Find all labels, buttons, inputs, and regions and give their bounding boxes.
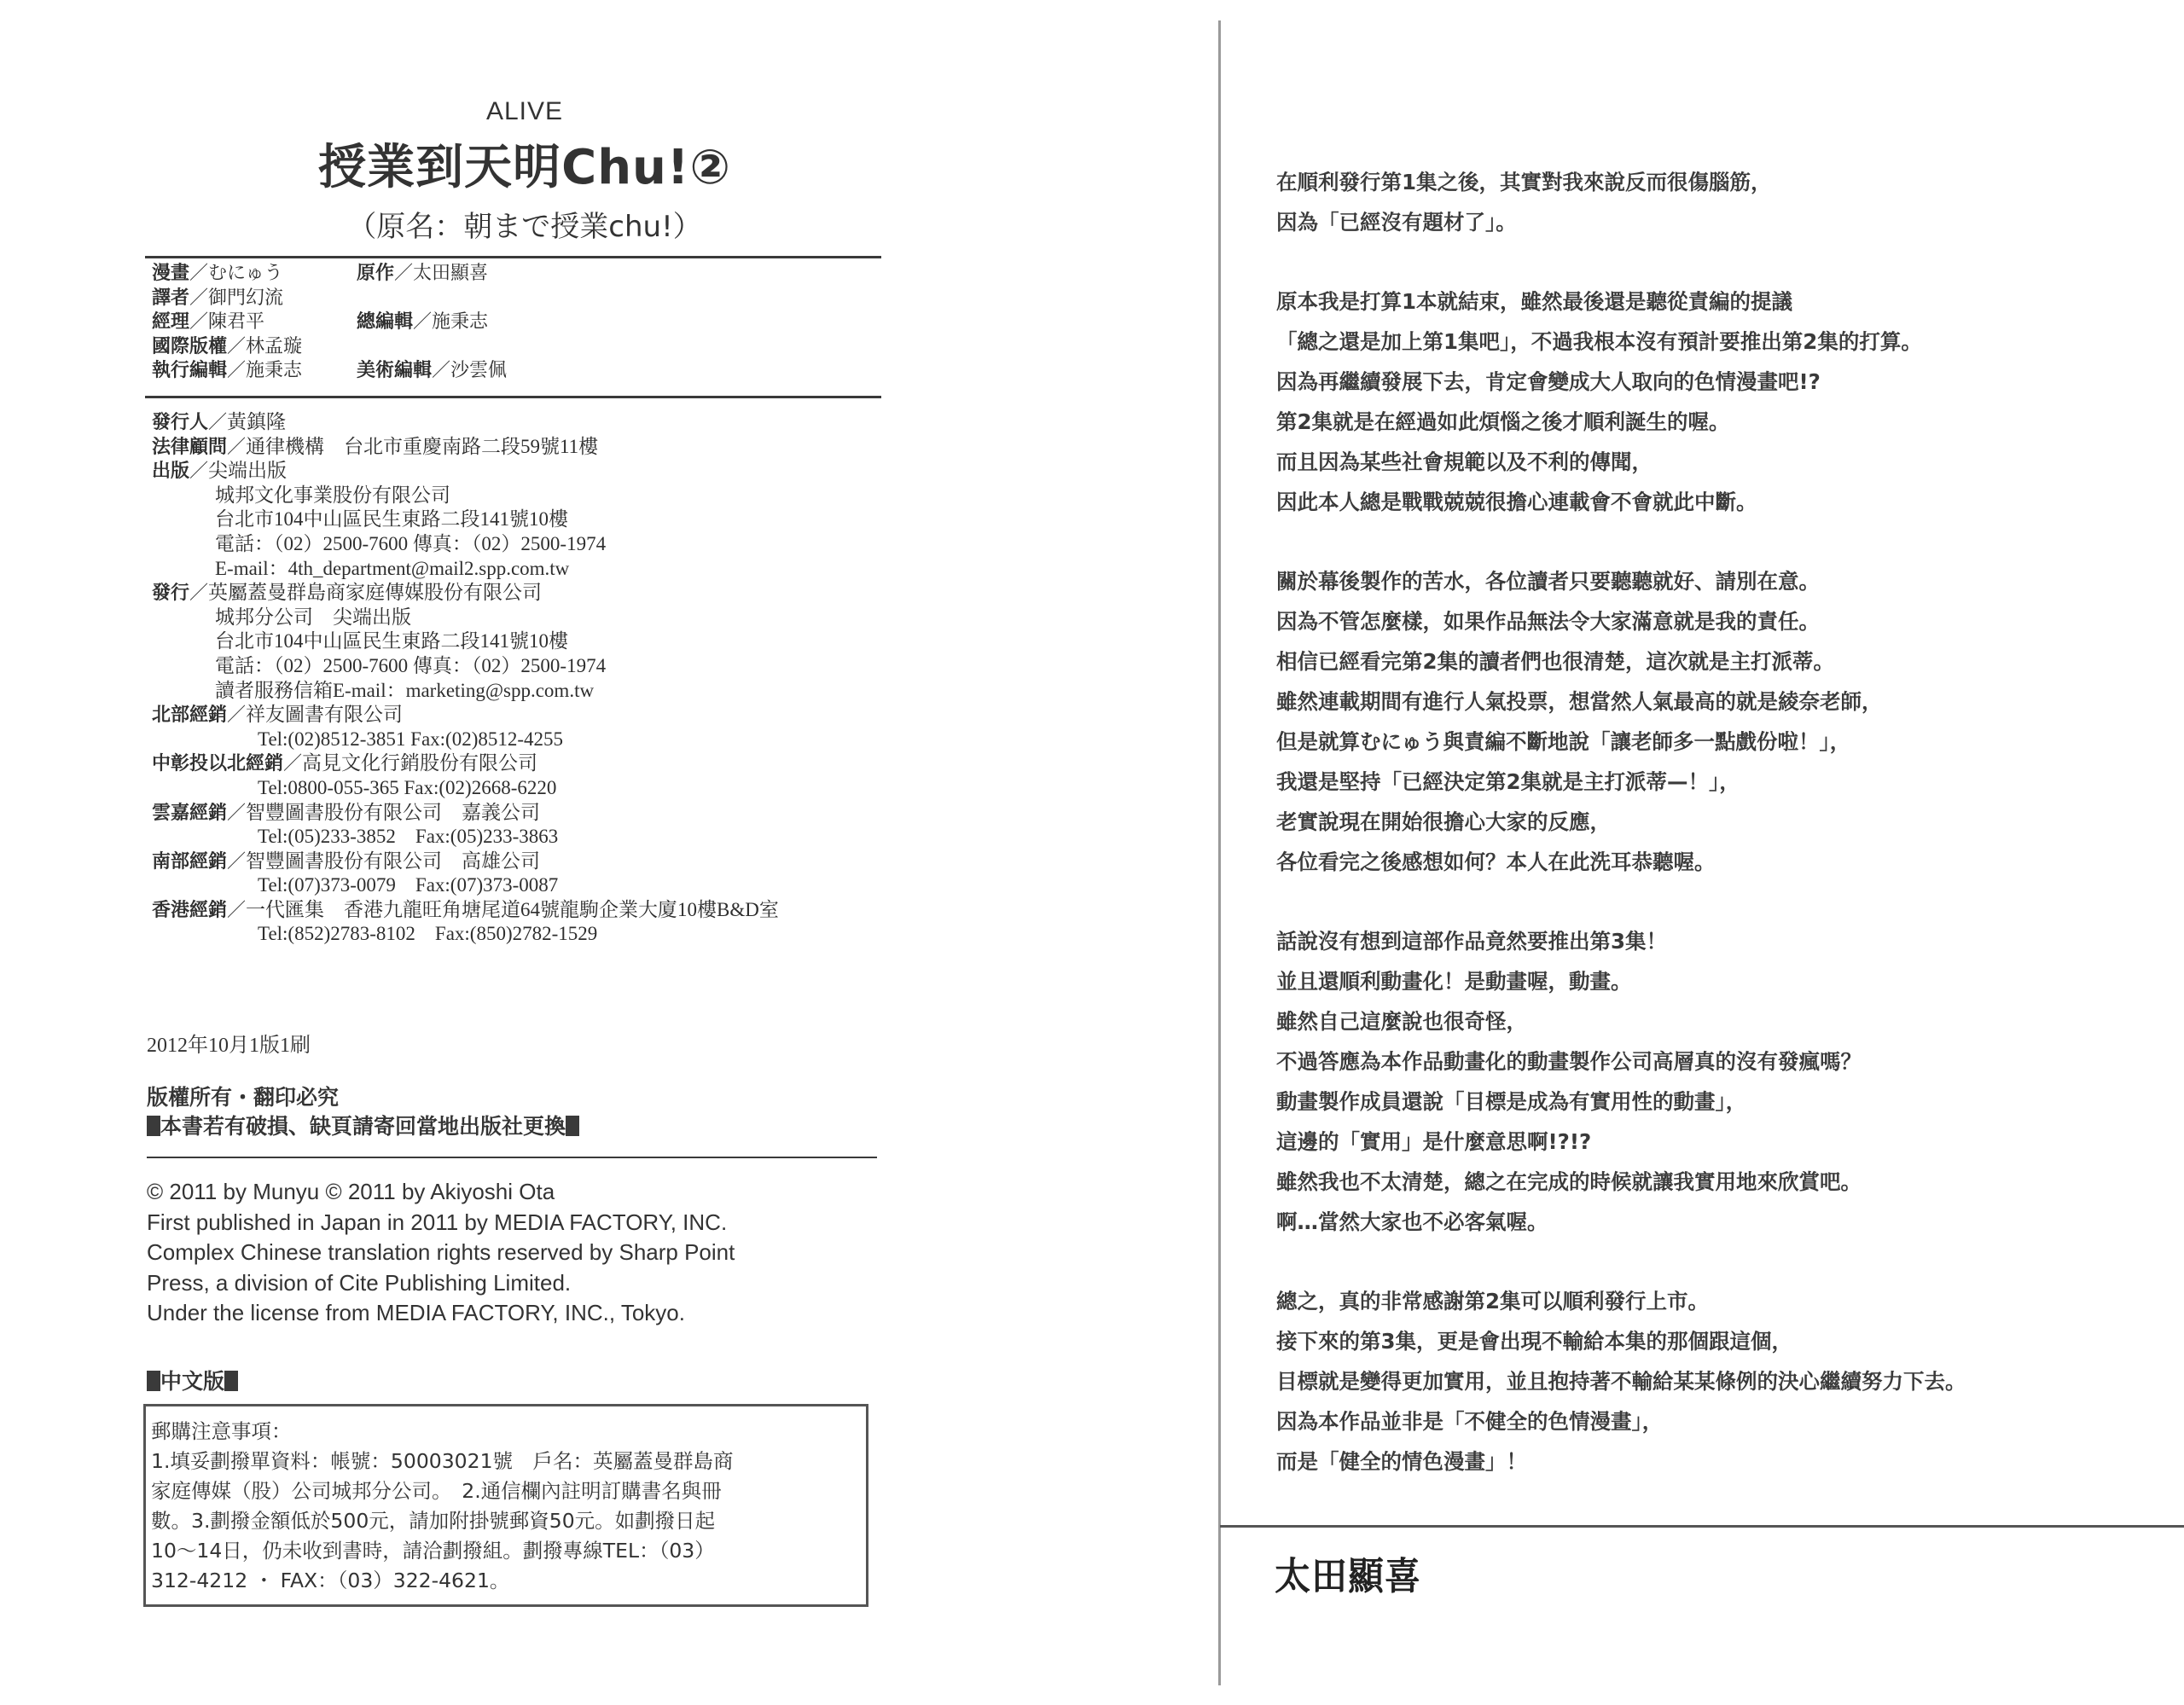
afterword-line: 接下來的第3集，更是會出現不輸給本集的那個跟這個， — [1276, 1329, 1793, 1354]
publishing-info — [152, 410, 920, 947]
publishing-value: 黃鎮隆 — [227, 411, 287, 432]
publishing-value: E-mail：4th_department@mail2.spp.com.tw — [215, 557, 570, 579]
publishing-line: 北部經銷／祥友圖書有限公司 — [152, 704, 404, 727]
publishing-value: Tel:(07)373-0079 Fax:(07)373-0087 — [258, 874, 559, 896]
publishing-line — [152, 484, 920, 508]
afterword-line: 因此本人總是戰戰兢兢很擔心連載會不會就此中斷。 — [1276, 490, 1757, 514]
publishing-line: 發行人／黃鎮隆 — [152, 411, 287, 433]
black-square-icon — [566, 1116, 579, 1136]
publishing-value: 台北市104中山區民生東路二段141號10樓 — [215, 630, 568, 652]
afterword-line: 「總之還是加上第1集吧」，不過我根本沒有預計要推出第2集的打算。 — [1276, 329, 1922, 354]
afterword-paragraph — [1276, 162, 2164, 242]
publishing-line: 出版／尖端出版 — [152, 460, 288, 483]
author-signature: 太田顯喜 — [1275, 1553, 1422, 1598]
afterword-line: 但是就算むにゅう與責編不斷地說「讓老師多一點戲份啦！」， — [1276, 729, 1851, 754]
credits-divider — [145, 396, 881, 398]
series-label: ALIVE — [485, 97, 564, 125]
publishing-value: Tel:(05)233-3852 Fax:(05)233-3863 — [258, 826, 559, 848]
publishing-line — [152, 679, 920, 704]
publishing-value: 尖端出版 — [208, 460, 288, 482]
publishing-value: 通律機構 台北市重慶南路二段59號11樓 — [246, 435, 599, 457]
publishing-value: 一代匯集 香港九龍旺角塘尾道64號龍駒企業大廈10樓B&D室 — [246, 898, 779, 920]
afterword-line: 雖然自己這麼說也很奇怪， — [1276, 1009, 1527, 1034]
edition-date: 2012年10月1版1刷 — [147, 1035, 311, 1057]
afterword-line: 相信已經看完第2集的讀者們也很清楚，這次就是主打派蒂。 — [1276, 649, 1835, 674]
afterword-line: 目標就是變得更加實用，並且抱持著不輸給某某條例的決心繼續努力下去。 — [1276, 1369, 1966, 1394]
publishing-value: 城邦文化事業股份有限公司 — [215, 484, 450, 506]
publishing-line — [152, 557, 920, 582]
publishing-label: 出版 — [152, 461, 190, 483]
afterword-paragraph — [1276, 1281, 2164, 1482]
publishing-value: Tel:0800-055-365 Fax:(02)2668-6220 — [258, 776, 557, 798]
signature-divider — [1220, 1525, 2184, 1528]
publishing-value: Tel:(02)8512-3851 Fax:(02)8512-4255 — [258, 728, 564, 750]
black-square-icon — [147, 1371, 160, 1391]
afterword-line: 雖然連載期間有進行人氣投票，想當然人氣最高的就是綾奈老師， — [1276, 689, 1883, 714]
publishing-value: Tel:(852)2783-8102 Fax:(850)2782-1529 — [258, 923, 598, 945]
publishing-line: 雲嘉經銷／智豐圖書股份有限公司 嘉義公司 — [152, 801, 541, 824]
afterword-text — [1276, 162, 2164, 1521]
credit-row: 執行編輯／施秉志 美術編輯／沙雲佩 — [152, 360, 508, 381]
afterword-line: 各位看完之後感想如何？本人在此洗耳恭聽喔。 — [1276, 850, 1716, 874]
copyright-english: © 2011 by Munyu © 2011 by Akiyoshi Ota First published in Japan in 2011 by MEDIA FACTORY, INC. Complex Chinese translation rights reserved by Sharp Point Press, a division of Cite Publishing Limited. Under the license from MEDIA FACTORY, INC., Tokyo. — [147, 1179, 735, 1325]
publishing-label: 發行 — [152, 583, 190, 605]
rights-divider — [147, 1157, 877, 1158]
afterword-line: 這邊的「實用」是什麼意思啊!?!? — [1276, 1129, 1592, 1154]
book-title: 授業到天明Chu!② — [318, 140, 731, 195]
publishing-value: 電話：（02）2500-7600 傳真：（02）2500-1974 — [215, 532, 607, 554]
black-square-icon — [147, 1116, 160, 1136]
afterword-line: 老實說現在開始很擔心大家的反應， — [1276, 809, 1611, 834]
publishing-line: 中彰投以北經銷／高見文化行銷股份有限公司 — [152, 752, 538, 775]
publishing-value: 英屬蓋曼群島商家庭傳媒股份有限公司 — [208, 582, 543, 604]
page-gutter-divider — [1218, 20, 1221, 1685]
publishing-line — [152, 873, 920, 898]
publishing-line — [152, 825, 920, 850]
afterword-line: 我還是堅持「已經決定第2集就是主打派蒂—！」， — [1276, 769, 1740, 794]
publishing-label: 南部經銷 — [152, 850, 228, 873]
afterword-line: 啊…當然大家也不必客氣喔。 — [1276, 1209, 1548, 1234]
publishing-label: 香港經銷 — [152, 899, 228, 921]
afterword-line: 因為本作品並非是「不健全的色情漫畫」， — [1276, 1409, 1664, 1434]
afterword-line: 並且還順利動畫化！是動畫喔，動畫。 — [1276, 969, 1632, 994]
afterword-line: 因為「已經沒有題材了」。 — [1276, 210, 1517, 235]
afterword-line: 因為再繼續發展下去，肯定會變成大人取向的色情漫畫吧!? — [1276, 369, 1821, 394]
chinese-edition-label: 中文版 — [147, 1365, 238, 1395]
publishing-line: 南部經銷／智豐圖書股份有限公司 高雄公司 — [152, 850, 541, 873]
replacement-notice: 本書若有破損、缺頁請寄回當地出版社更換 — [147, 1112, 579, 1141]
afterword-paragraph — [1276, 561, 2164, 882]
rights-reserved: 版權所有・翻印必究 — [147, 1085, 340, 1110]
title-divider — [145, 256, 881, 258]
staff-credits — [152, 262, 886, 384]
publishing-value: 城邦分公司 尖端出版 — [215, 606, 411, 628]
publishing-value: 智豐圖書股份有限公司 嘉義公司 — [246, 801, 541, 823]
publishing-line — [152, 922, 920, 947]
afterword-line: 雖然我也不太清楚，總之在完成的時候就讓我實用地來欣賞吧。 — [1276, 1169, 1862, 1194]
publishing-value: 讀者服務信箱E-mail：marketing@spp.com.tw — [215, 679, 595, 701]
publishing-label: 發行人 — [152, 412, 209, 433]
afterword-line: 而且因為某些社會規範以及不利的傳聞， — [1276, 449, 1653, 474]
afterword-line: 話說沒有想到這部作品竟然要推出第3集！ — [1276, 929, 1668, 954]
afterword-line: 總之，真的非常感謝第2集可以順利發行上市。 — [1276, 1289, 1710, 1314]
publishing-line — [152, 606, 920, 630]
publishing-value: 祥友圖書有限公司 — [246, 704, 404, 726]
publishing-label: 法律顧問 — [152, 436, 228, 458]
publishing-value: 電話：（02）2500-7600 傳真：（02）2500-1974 — [215, 654, 607, 676]
publishing-value: 台北市104中山區民生東路二段141號10樓 — [215, 508, 568, 531]
afterword-line: 原本我是打算1本就結束，雖然最後還是聽從責編的提議 — [1276, 289, 1793, 314]
afterword-line: 不過答應為本作品動畫化的動畫製作公司高層真的沒有發瘋嗎？ — [1276, 1049, 1862, 1074]
afterword-line: 因為不管怎麼樣，如果作品無法令大家滿意就是我的責任。 — [1276, 609, 1820, 634]
publishing-value: 智豐圖書股份有限公司 高雄公司 — [246, 850, 541, 872]
afterword-line: 第2集就是在經過如此煩惱之後才順利誕生的喔。 — [1276, 409, 1730, 434]
publishing-label: 雲嘉經銷 — [152, 802, 228, 824]
publishing-label: 中彰投以北經銷 — [152, 753, 284, 775]
rights-notice — [147, 1083, 579, 1141]
afterword-paragraph — [1276, 921, 2164, 1242]
original-title: （原名：朝まで授業chu!） — [347, 210, 702, 244]
afterword-line: 動畫製作成員還說「目標是成為有實用性的動畫」， — [1276, 1089, 1747, 1114]
publishing-line: 法律顧問／通律機構 台北市重慶南路二段59號11樓 — [152, 435, 599, 458]
credit-row: 漫畫／むにゅう 原作／太田顯喜 — [152, 263, 489, 284]
publishing-label: 北部經銷 — [152, 705, 228, 727]
black-square-icon — [224, 1371, 238, 1391]
credit-row: 經理／陳君平 總編輯／施秉志 — [152, 311, 489, 333]
afterword-paragraph — [1276, 281, 2164, 522]
publishing-line — [152, 629, 920, 654]
publishing-line — [152, 507, 920, 532]
publishing-line: 發行／英屬蓋曼群島商家庭傳媒股份有限公司 — [152, 582, 543, 605]
publishing-line — [152, 728, 920, 752]
mail-order-notice-box: 郵購注意事項： 1.填妥劃撥單資料：帳號：50003021號 戶名：英屬蓋曼群島商 家庭傳媒（股）公司城邦分公司。 2.通信欄內註明訂購書名與冊 數。3.劃撥金額低於500元，請加附掛號郵資50元。如劃撥日起 10～14日，仍未收到書時，請洽劃撥組。劃撥專線TEL：（03） 312-4212 ・ FAX：（03）322-4621。 — [143, 1404, 868, 1607]
publishing-line: 香港經銷／一代匯集 香港九龍旺角塘尾道64號龍駒企業大廈10樓B&D室 — [152, 898, 779, 921]
afterword-line: 在順利發行第1集之後，其實對我來說反而很傷腦筋， — [1276, 170, 1772, 194]
afterword-line: 而是「健全的情色漫畫」！ — [1276, 1449, 1527, 1474]
credit-row: 國際版權／林孟璇 — [152, 335, 303, 357]
publishing-line — [152, 776, 920, 801]
order-heading: 郵購注意事項： — [151, 1419, 292, 1443]
credit-row: 譯者／御門幻流 — [152, 287, 284, 309]
afterword-line: 關於幕後製作的苦水，各位讀者只要聽聽就好、請別在意。 — [1276, 569, 1820, 594]
publishing-value: 高見文化行銷股份有限公司 — [302, 752, 538, 774]
publishing-line — [152, 654, 920, 679]
publishing-line — [152, 532, 920, 557]
